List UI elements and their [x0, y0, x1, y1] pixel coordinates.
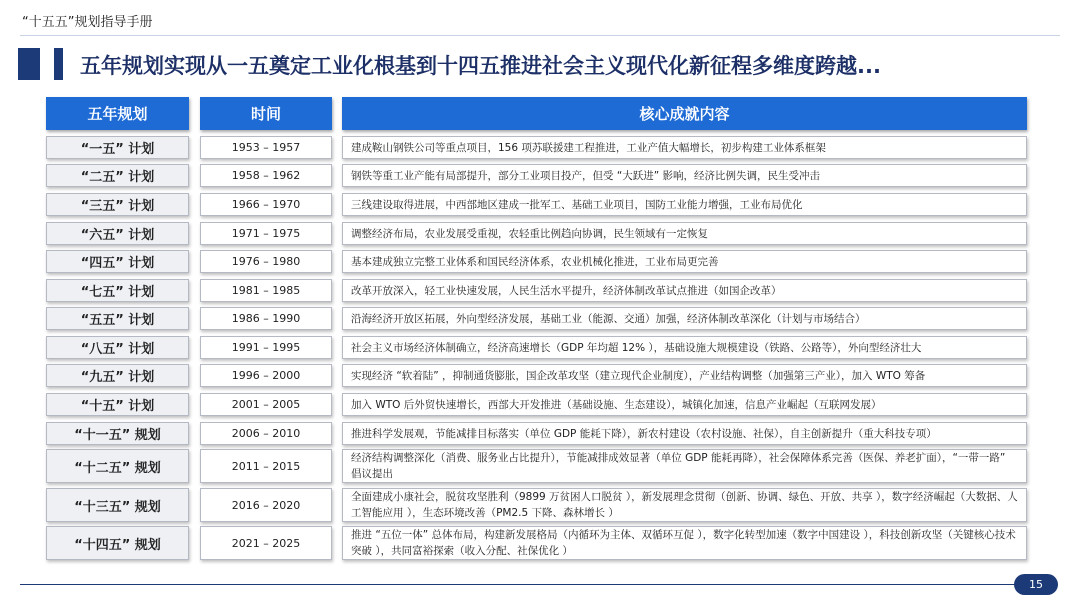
achievement-cell: 实现经济 “软着陆” ，抑制通货膨胀，国企改革攻坚（建立现代企业制度），产业结构调整（加强第三产业），加入 WTO 筹备 — [342, 364, 1027, 387]
achievement-cell: 调整经济布局，农业发展受重视，农轻重比例趋向协调，民生领域有一定恢复 — [342, 222, 1027, 245]
achievement-cell: 改革开放深入，轻工业快速发展，人民生活水平提升，经济体制改革试点推进（如国企改革） — [342, 279, 1027, 302]
achievement-cell: 推进科学发展观，节能减排目标落实（单位 GDP 能耗下降），新农村建设（农村设施、社保），自主创新提升（重大科技专项） — [342, 422, 1027, 445]
period-cell: 1991 – 1995 — [200, 336, 332, 359]
plan-name-cell: “十一五” 规划 — [46, 422, 189, 445]
achievement-cell: 钢铁等重工业产能有局部提升，部分工业项目投产，但受 “大跃进” 影响，经济比例失调，民生受冲击 — [342, 164, 1027, 187]
plan-name-cell: “八五” 计划 — [46, 336, 189, 359]
plan-name-cell: “三五” 计划 — [46, 193, 189, 216]
period-cell: 1976 – 1980 — [200, 250, 332, 273]
achievement-cell: 推进 “五位一体” 总体布局，构建新发展格局（内循环为主体、双循环互促 ），数字化转型加速（数字中国建设 ），科技创新攻坚（关键核心技术突破 ），共同富裕探索（收入分配、社保优化 ） — [342, 526, 1027, 560]
table-header-content: 核心成就内容 — [342, 97, 1027, 130]
plan-name-cell: “十二五” 规划 — [46, 449, 189, 483]
footer-divider — [20, 584, 1020, 585]
plan-name-cell: “一五” 计划 — [46, 136, 189, 159]
period-cell: 2001 – 2005 — [200, 393, 332, 416]
plan-name-cell: “十五” 计划 — [46, 393, 189, 416]
page-title: 五年规划实现从一五奠定工业化根基到十四五推进社会主义现代化新征程多维度跨越... — [80, 54, 881, 78]
period-cell: 1966 – 1970 — [200, 193, 332, 216]
table-header-plan: 五年规划 — [46, 97, 189, 130]
plan-name-cell: “九五” 计划 — [46, 364, 189, 387]
achievement-cell: 基本建成独立完整工业体系和国民经济体系，农业机械化推进，工业布局更完善 — [342, 250, 1027, 273]
achievement-cell: 沿海经济开放区拓展，外向型经济发展，基础工业（能源、交通）加强，经济体制改革深化（计划与市场结合） — [342, 307, 1027, 330]
title-accent-bar — [54, 48, 63, 80]
period-cell: 2016 – 2020 — [200, 488, 332, 522]
title-accent-block — [18, 48, 40, 80]
period-cell: 1981 – 1985 — [200, 279, 332, 302]
table-header-period: 时间 — [200, 97, 332, 130]
period-cell: 2006 – 2010 — [200, 422, 332, 445]
achievement-cell: 全面建成小康社会，脱贫攻坚胜利（9899 万贫困人口脱贫 ），新发展理念贯彻（创新、协调、绿色、开放、共享 ），数字经济崛起（大数据、人工智能应用 ），生态环境改善（PM2.5 下降、森林增长 ） — [342, 488, 1027, 522]
plan-name-cell: “二五” 计划 — [46, 164, 189, 187]
achievement-cell: 建成鞍山钢铁公司等重点项目，156 项苏联援建工程推进，工业产值大幅增长，初步构建工业体系框架 — [342, 136, 1027, 159]
period-cell: 1953 – 1957 — [200, 136, 332, 159]
achievement-cell: 经济结构调整深化（消费、服务业占比提升），节能减排成效显著（单位 GDP 能耗再降），社会保障体系完善（医保、养老扩面），“一带一路” 倡议提出 — [342, 449, 1027, 483]
achievement-cell: 社会主义市场经济体制确立，经济高速增长（GDP 年均超 12% ），基础设施大规模建设（铁路、公路等），外向型经济壮大 — [342, 336, 1027, 359]
period-cell: 1971 – 1975 — [200, 222, 332, 245]
period-cell: 1986 – 1990 — [200, 307, 332, 330]
plan-name-cell: “五五” 计划 — [46, 307, 189, 330]
header-title: “十五五”规划指导手册 — [22, 15, 153, 30]
period-cell: 2011 – 2015 — [200, 449, 332, 483]
period-cell: 2021 – 2025 — [200, 526, 332, 560]
achievement-cell: 加入 WTO 后外贸快速增长，西部大开发推进（基础设施、生态建设），城镇化加速，信息产业崛起（互联网发展） — [342, 393, 1027, 416]
period-cell: 1996 – 2000 — [200, 364, 332, 387]
plan-name-cell: “十三五” 规划 — [46, 488, 189, 522]
page-number-badge: 15 — [1014, 574, 1058, 595]
plan-name-cell: “十四五” 规划 — [46, 526, 189, 560]
plan-name-cell: “七五” 计划 — [46, 279, 189, 302]
plan-name-cell: “六五” 计划 — [46, 222, 189, 245]
period-cell: 1958 – 1962 — [200, 164, 332, 187]
achievement-cell: 三线建设取得进展，中西部地区建成一批军工、基础工业项目，国防工业能力增强，工业布局优化 — [342, 193, 1027, 216]
plan-name-cell: “四五” 计划 — [46, 250, 189, 273]
header-divider — [20, 35, 1060, 36]
